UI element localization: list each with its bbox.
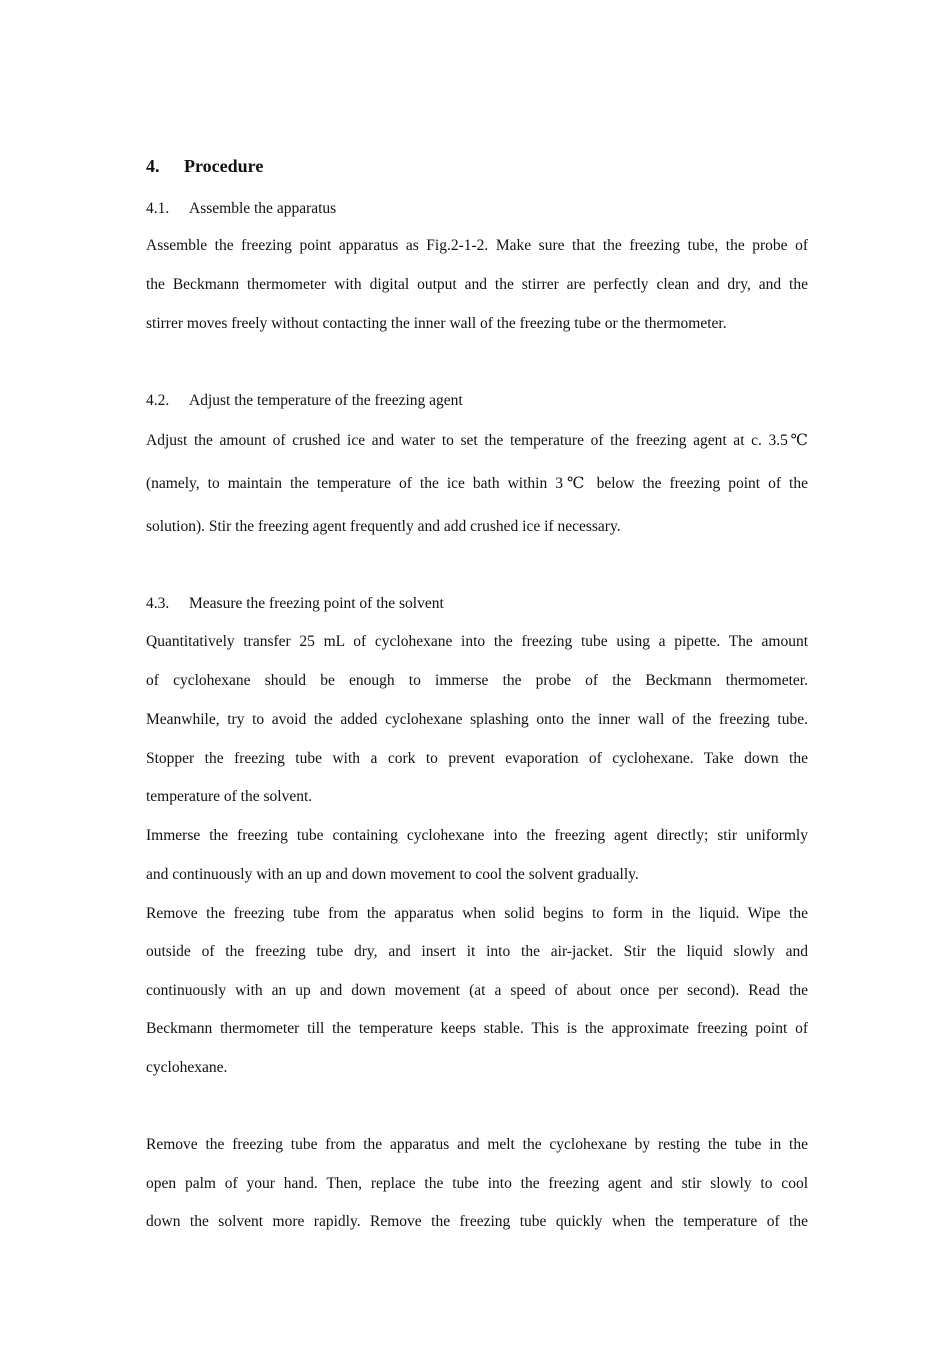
paragraph-line: Stopper the freezing tube with a cork to prevent evaporation of cyclohexane. Take down the [146,750,808,767]
section-heading [146,154,263,178]
paragraph-line: Remove the freezing tube from the apparatus when solid begins to form in the liquid. Wipe the [146,905,808,922]
paragraph-line: Remove the freezing tube from the apparatus and melt the cyclohexane by resting the tube in the [146,1136,808,1153]
subsection-number: 4.2. [146,392,170,409]
paragraph-line: the Beckmann thermometer with digital output and the stirrer are perfectly clean and dry, and the [146,276,808,293]
paragraph-line: Meanwhile, try to avoid the added cyclohexane splashing onto the inner wall of the freezing tube. [146,711,808,728]
subsection-title: Adjust the temperature of the freezing agent [189,392,463,409]
paragraph-line: Beckmann thermometer till the temperature keeps stable. This is the approximate freezing point of [146,1020,808,1037]
subsection-heading-4-2 [146,390,463,412]
paragraph-line: cyclohexane. [146,1059,228,1076]
section-title: Procedure [184,156,264,176]
paragraph-line: Adjust the amount of crushed ice and water to set the temperature of the freezing agent at c. 3.5℃ [146,432,808,449]
paragraph-line: Assemble the freezing point apparatus as Fig.2-1-2. Make sure that the freezing tube, the probe of [146,237,808,254]
paragraph-line: (namely, to maintain the temperature of the ice bath within 3℃ below the freezing point of the [146,475,808,492]
paragraph-line: solution). Stir the freezing agent frequently and add crushed ice if necessary. [146,518,621,535]
subsection-heading-4-1 [146,198,336,220]
paragraph-line: open palm of your hand. Then, replace the tube into the freezing agent and stir slowly to cool [146,1175,808,1192]
subsection-title: Measure the freezing point of the solvent [189,595,444,612]
subsection-heading-4-3 [146,593,444,615]
paragraph-line: of cyclohexane should be enough to immerse the probe of the Beckmann thermometer. [146,672,808,689]
paragraph-line: down the solvent more rapidly. Remove the freezing tube quickly when the temperature of the [146,1213,808,1230]
paragraph-line: stirrer moves freely without contacting the inner wall of the freezing tube or the thermometer. [146,315,727,332]
subsection-title: Assemble the apparatus [189,200,337,217]
paragraph-line: Immerse the freezing tube containing cyclohexane into the freezing agent directly; stir uniformly [146,827,808,844]
paragraph-line: Quantitatively transfer 25 mL of cyclohexane into the freezing tube using a pipette. The amount [146,633,808,650]
section-number: 4. [146,156,160,176]
paragraph-line: temperature of the solvent. [146,788,313,805]
subsection-number: 4.1. [146,200,170,217]
paragraph-line: and continuously with an up and down movement to cool the solvent gradually. [146,866,639,883]
paragraph-line: continuously with an up and down movement (at a speed of about once per second). Read the [146,982,808,999]
subsection-number: 4.3. [146,595,170,612]
paragraph-line: outside of the freezing tube dry, and insert it into the air-jacket. Stir the liquid slowly and [146,943,808,960]
